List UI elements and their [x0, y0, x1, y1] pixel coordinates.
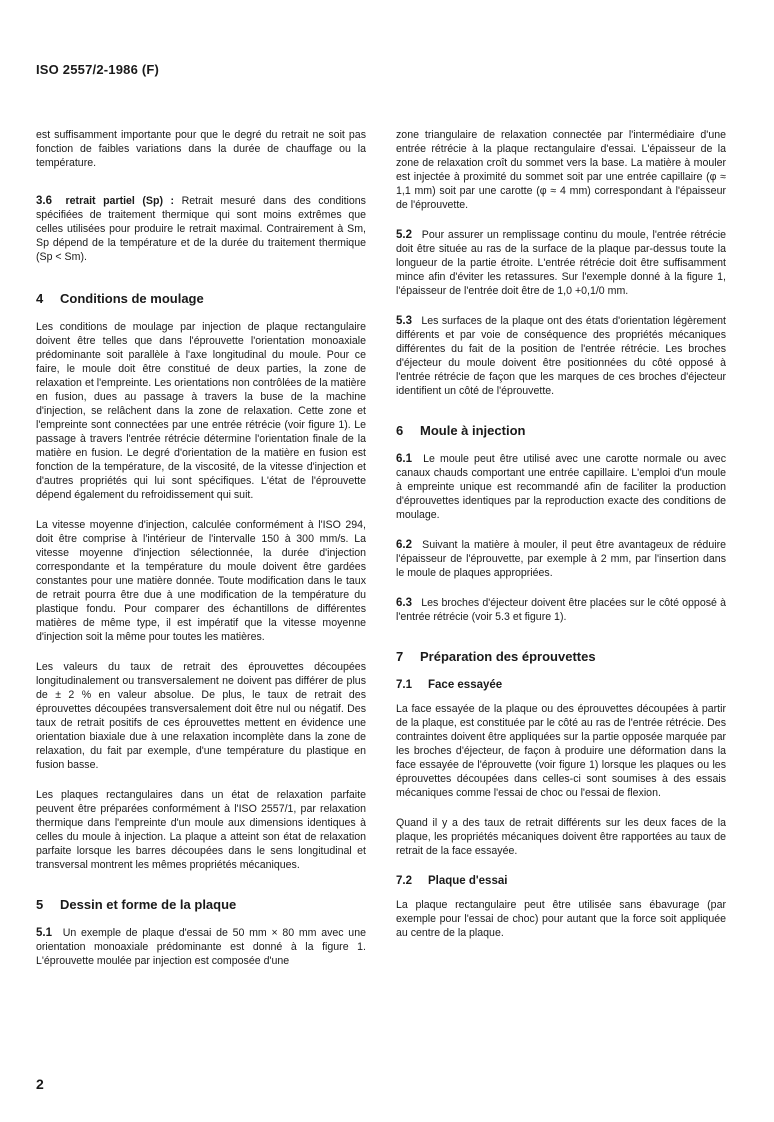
section-number: 4 — [36, 291, 44, 306]
clause-text: Le moule peut être utilisé avec une carotte normale ou avec canaux chauds comportant une entrée capillaire. L'emploi d'un moule à empreinte unique est recommandé afin de faciliter la production d'éprouvettes identiques par la reproduction exacte des conditions de moulage. — [396, 453, 726, 521]
section-4-paragraph-1: Les conditions de moulage par injection de plaque rectangulaire doivent être telles que dans l'éprouvette l'orientation monoaxiale prédominante soit parallèle à l'axe longitudinal du moule. Pour ce faire, le moule doit être constitué de deux parties, la zone de relaxation et l'empreinte. Les orientations non contrôlées de la matière en fusion, dues au passage à travers la buse de la machine d'injection, se relâchent dans la zone de relaxation. Cette zone et l'empreinte sont connectées par une entrée rétrécie (voir figure 1). Le passage à travers l'entrée rétrécie détermine l'orientation finale de la matière en fusion. Le degré d'orientation de la matière en fusion est fonction de la température, de la viscosité, de la vitesse d'injection et d'autres propriétés qui lui sont spécifiques. L'état de l'éprouvette dépend également du refroidissement qui suit. — [36, 321, 366, 501]
section-4-paragraph-2: La vitesse moyenne d'injection, calculée conformément à l'ISO 294, doit être comprise à l'intérieur de l'intervalle 150 à 300 mm/s. La vitesse moyenne d'injection sélectionnée, la durée d'injection correspondante et la température du moule doivent être gardées constantes pour une matière donnée. Toute modification dans le taux de retrait pourra être due à une modification de la température du plastique fondu. Pour comparer des échantillons de différentes matières de même type, il est impératif que la vitesse moyenne d'injection soit la même pour toutes les matières. — [36, 519, 366, 643]
clause-number: 5.3 — [396, 315, 412, 327]
clause-6-3 — [396, 596, 726, 624]
right-column — [396, 128, 726, 956]
clause-6-2 — [396, 538, 726, 580]
clause-number: 6.2 — [396, 539, 412, 551]
section-title: Dessin et forme de la plaque — [60, 897, 237, 912]
subsection-7-1-paragraph-2: Quand il y a des taux de retrait différents sur les deux faces de la plaque, les propriétés mécaniques doivent être rapportées au taux de retrait de la face essayée. — [396, 817, 726, 857]
section-6-heading — [396, 424, 726, 438]
clause-text: Les broches d'éjecteur doivent être placées sur le côté opposé à l'entrée rétrécie (voir 5.3 et figure 1). — [396, 597, 726, 623]
section-4-heading — [36, 292, 366, 306]
left-column — [36, 128, 366, 984]
document-header: ISO 2557/2-1986 (F) — [36, 62, 160, 77]
continued-paragraph: zone triangulaire de relaxation connectée par l'intermédiaire d'une entrée rétrécie à la plaque rectangulaire d'essai. L'épaisseur de la zone de relaxation croît du sommet vers la base. La matière à mouler est injectée à proximité du sommet soit par une entrée capillaire (φ ≈ 1,1 mm) soit par une carotte (φ ≈ 4 mm) correspondant à l'épaisseur de l'éprouvette. — [396, 129, 726, 211]
clause-number: 3.6 — [36, 195, 52, 207]
section-title: Moule à injection — [420, 423, 526, 438]
section-4-paragraph-3: Les valeurs du taux de retrait des éprouvettes découpées longitudinalement ou transversalement ne doivent pas différer de plus de ± 2 % en valeur absolue. De plus, le taux de retrait des éprouvettes découpées transversalement doit être nul ou négatif. Des taux de retrait positifs de ces éprouvettes mettent en évidence une orientation biaxiale due à une relaxation incomplète dans la zone de relaxation, du fait par exemple, d'une température du plastique en fusion basse. — [36, 661, 366, 771]
subsection-number: 7.1 — [396, 679, 412, 691]
clause-text: Suivant la matière à mouler, il peut être avantageux de réduire l'épaisseur de l'éprouvette, par exemple à 2 mm, par l'insertion dans le moule de plaques appropriées. — [396, 539, 726, 579]
section-number: 6 — [396, 423, 404, 438]
clause-5-1 — [36, 926, 366, 968]
clause-6-1 — [396, 452, 726, 522]
subsection-7-2-paragraph-1: La plaque rectangulaire peut être utilisée sans ébavurage (par exemple pour l'essai de choc) pour autant que la force soit appliquée au centre de la plaque. — [396, 899, 726, 939]
clause-number: 5.1 — [36, 927, 52, 939]
subsection-title: Plaque d'essai — [428, 875, 508, 887]
subsection-7-2-heading — [396, 874, 726, 888]
clause-5-3 — [396, 314, 726, 398]
clause-number: 6.3 — [396, 597, 412, 609]
subsection-title: Face essayée — [428, 679, 503, 691]
section-4-paragraph-4: Les plaques rectangulaires dans un état de relaxation parfaite peuvent être préparées conformément à l'ISO 2557/1, par relaxation thermique dans l'empreinte d'un moule aux dimensions identiques à celles du moule à injection. La plaque a atteint son état de relaxation parfaite lorsque les barres découpées dans le sens longitudinal et transversal montrent les mêmes propriétés mécaniques. — [36, 789, 366, 871]
clause-text: Les surfaces de la plaque ont des états d'orientation légèrement différents et par voie de conséquence des propriétés mécaniques différentes du fait de la position de l'entrée rétrécie. Les broches d'éjecteur du moule doivent être positionnées du côté opposé à l'entrée rétrécie de façon que les marques de ces broches d'éjecteur identifient un côté de l'éprouvette. — [396, 315, 726, 397]
page-number: 2 — [36, 1076, 44, 1092]
continued-paragraph: est suffisamment importante pour que le degré du retrait ne soit pas fonction de faibles variations dans la durée de chauffage ou la température. — [36, 129, 366, 169]
section-5-heading — [36, 898, 366, 912]
clause-5-2 — [396, 228, 726, 298]
section-7-heading — [396, 650, 726, 664]
clause-text: Pour assurer un remplissage continu du moule, l'entrée rétrécie doit être située au ras de la surface de la plaque par-dessus toute la longueur de la partie étroite. L'entrée rétrécie doit être suffisamment mince afin d'éviter les retassures. Sur l'exemple donné à la figure 1, l'épaisseur de l'entrée doit être de 1,0 +0,1/0 mm. — [396, 229, 727, 297]
section-number: 5 — [36, 897, 44, 912]
clause-text: Un exemple de plaque d'essai de 50 mm × 80 mm avec une orientation monoaxiale prédominante est donné à la figure 1. L'éprouvette moulée par injection est composée d'une — [36, 927, 366, 967]
clause-number: 5.2 — [396, 229, 412, 241]
section-number: 7 — [396, 649, 404, 664]
clause-3-6 — [36, 194, 366, 264]
subsection-7-1-heading — [396, 678, 726, 692]
section-title: Conditions de moulage — [60, 291, 204, 306]
term-retrait-partiel: retrait partiel (Sp) : — [65, 195, 175, 207]
subsection-number: 7.2 — [396, 875, 412, 887]
section-title: Préparation des éprouvettes — [420, 649, 596, 664]
clause-number: 6.1 — [396, 453, 412, 465]
subsection-7-1-paragraph-1: La face essayée de la plaque ou des éprouvettes découpées à partir de la plaque, est constituée par le côté au ras de l'entrée rétrécie. Des contraintes doivent être appliquées sur la partie opposée marquée par les broches d'éjecteur, de façon à produire une déformation dans la face essayée de l'éprouvette (voir figure 1) lorsque les plaques ou les éprouvettes découpées dans celles-ci sont soumises à des essais mécaniques comme l'essai de choc ou l'essai de flexion. — [396, 703, 726, 799]
clause-text: Retrait mesuré dans des conditions spécifiées de traitement thermique qui sont moins extrêmes que celles utilisées pour produire le retrait maximal. Contrairement à Sm, Sp dépend de la température et de la durée du traitement thermique (Sp < Sm). — [36, 195, 366, 263]
